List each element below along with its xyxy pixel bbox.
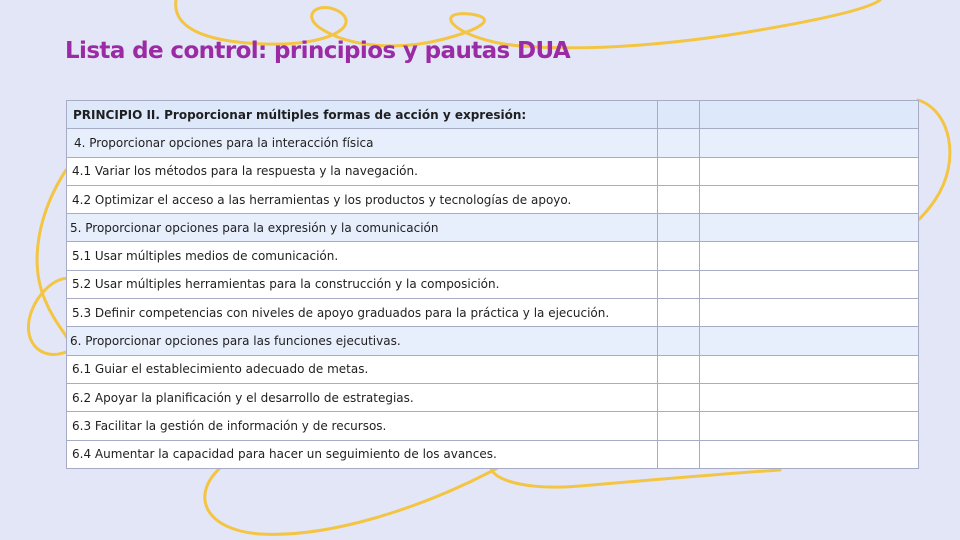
section-label: 6. Proporcionar opciones para las funciones ejecutivas. xyxy=(67,327,658,355)
item-label: 5.3 Definir competencias con niveles de apoyo graduados para la práctica y la ejecución. xyxy=(67,299,658,327)
table-row xyxy=(67,270,919,298)
notes-cell[interactable] xyxy=(700,157,919,185)
check-cell[interactable] xyxy=(658,327,700,355)
notes-cell[interactable] xyxy=(700,412,919,440)
notes-cell[interactable] xyxy=(700,327,919,355)
notes-cell[interactable] xyxy=(700,299,919,327)
item-label: 6.1 Guiar el establecimiento adecuado de metas. xyxy=(67,355,658,383)
notes-cell[interactable] xyxy=(700,383,919,411)
notes-cell[interactable] xyxy=(700,440,919,468)
table-row xyxy=(67,214,919,242)
principle-header: PRINCIPIO II. Proporcionar múltiples formas de acción y expresión: xyxy=(67,101,658,129)
table-row xyxy=(67,157,919,185)
check-cell[interactable] xyxy=(658,355,700,383)
table-row xyxy=(67,383,919,411)
check-cell[interactable] xyxy=(658,440,700,468)
section-label: 5. Proporcionar opciones para la expresión y la comunicación xyxy=(67,214,658,242)
item-label: 6.2 Apoyar la planificación y el desarrollo de estrategias. xyxy=(67,383,658,411)
page-title: Lista de control: principios y pautas DUA xyxy=(65,38,571,64)
table-row xyxy=(67,129,919,157)
notes-cell[interactable] xyxy=(700,355,919,383)
table-row xyxy=(67,355,919,383)
table-header-row xyxy=(67,101,919,129)
check-cell[interactable] xyxy=(658,157,700,185)
checklist-table xyxy=(66,100,919,469)
item-label: 5.2 Usar múltiples herramientas para la construcción y la composición. xyxy=(67,270,658,298)
notes-cell[interactable] xyxy=(700,270,919,298)
item-label: 5.1 Usar múltiples medios de comunicación. xyxy=(67,242,658,270)
check-cell[interactable] xyxy=(658,383,700,411)
table-row xyxy=(67,440,919,468)
notes-cell[interactable] xyxy=(700,101,919,129)
check-cell[interactable] xyxy=(658,242,700,270)
item-label: 4.2 Optimizar el acceso a las herramientas y los productos y tecnologías de apoyo. xyxy=(67,185,658,213)
check-cell[interactable] xyxy=(658,101,700,129)
notes-cell[interactable] xyxy=(700,129,919,157)
check-cell[interactable] xyxy=(658,270,700,298)
notes-cell[interactable] xyxy=(700,214,919,242)
table-row xyxy=(67,185,919,213)
check-cell[interactable] xyxy=(658,412,700,440)
check-cell[interactable] xyxy=(658,214,700,242)
table-row xyxy=(67,299,919,327)
table-row xyxy=(67,327,919,355)
section-label: 4. Proporcionar opciones para la interacción física xyxy=(67,129,658,157)
item-label: 4.1 Variar los métodos para la respuesta y la navegación. xyxy=(67,157,658,185)
table-row xyxy=(67,412,919,440)
table-row xyxy=(67,242,919,270)
notes-cell[interactable] xyxy=(700,185,919,213)
check-cell[interactable] xyxy=(658,185,700,213)
item-label: 6.4 Aumentar la capacidad para hacer un seguimiento de los avances. xyxy=(67,440,658,468)
item-label: 6.3 Facilitar la gestión de información y de recursos. xyxy=(67,412,658,440)
notes-cell[interactable] xyxy=(700,242,919,270)
check-cell[interactable] xyxy=(658,129,700,157)
check-cell[interactable] xyxy=(658,299,700,327)
